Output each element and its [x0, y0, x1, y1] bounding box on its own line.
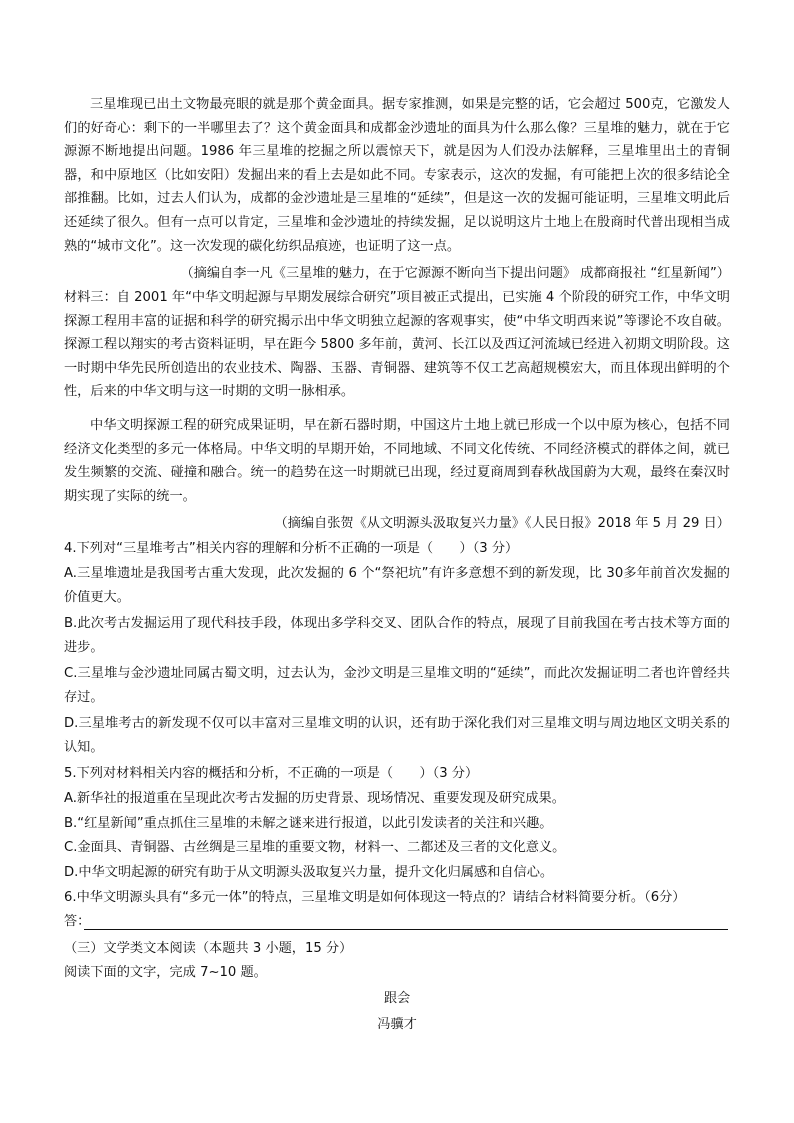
- passage-paragraph: 三星堆现已出土文物最亮眼的就是那个黄金面具。据专家推测，如果是完整的话，它会超过 500克，它激发人们的好奇心：剩下的一半哪里去了？这个黄金面具和成都金沙遗址的面具为什么那么像？三星堆的魅力，就在于它源源不断地提出问题。1986 年三星堆的挖掘之所以震惊天下，就是因为人们没办法解释，三星堆里出土的青铜器，和中原地区（比如安阳）发掘出来的看上去是如此不同。专家表示，这次的发掘，有可能把上次的很多结论全部推翻。比如，过去人们认为，成都的金沙遗址是三星堆的“延续”，但是这一次的发掘可能证明，三星堆文明此后还延续了很久。但有一点可以肯定，三星堆和金沙遗址的持续发掘，足以说明这片土地上在殷商时代普出现相当成熟的“城市文化”。这一次发现的碳化纺织品痕迹，也证明了这一点。: [64, 97, 730, 254]
- question-4-option-c: C.三星堆与金沙遗址同属古蜀文明，过去认为，金沙文明是三星堆文明的“延续”，而此次发掘证明二者也许曾经共存过。: [64, 666, 730, 705]
- passage-source: （摘编自李一凡《三星堆的魅力，在于它源源不断向当下提出问题》 成都商报社 “红星新闻”）: [180, 266, 730, 281]
- material3-source: （摘编自张贺《从文明源头汲取复兴力量》《人民日报》2018 年 5 月 29 日）: [274, 516, 730, 531]
- section-heading: （三）文学类文本阅读（本题共 3 小题，15 分）: [64, 941, 353, 956]
- question-5-stem: 5.下列对材料相关内容的概括和分析，不正确的一项是（ ）（3 分）: [64, 766, 479, 781]
- question-5-option-b: B.“红星新闻”重点抓住三星堆的未解之谜来进行报道，以此引发读者的关注和兴趣。: [64, 816, 553, 831]
- material3-paragraph: 材料三：自 2001 年“中华文明起源与早期发展综合研究”项目被正式提出，已实施 4 个阶段的研究工作，中华文明探源工程用丰富的证据和科学的研究揭示出中华文明独立起源的客观事实，使“中华文明西来说”等谬论不攻自破。探源工程以翔实的考古资料证明，早在距今 5800 多年前，黄河、长江以及西辽河流域已经进入初期文明阶段。这一时期中华先民所创造出的农业技术、陶器、玉器、青铜器、建筑等不仅工艺高超规模宏大，而且体现出鲜明的个性，后来的中华文明与这一时期的文明一脉相承。: [64, 290, 730, 400]
- question-4-option-a: A.三星堆遗址是我国考古重大发现，此次发掘的 6 个“祭祀坑”有许多意想不到的新发现，比 30多年前首次发掘的价值更大。: [64, 566, 730, 605]
- answer-line[interactable]: [84, 929, 728, 930]
- question-5-option-a: A.新华社的报道重在呈现此次考古发掘的历史背景、现场情况、重要发现及研究成果。: [64, 791, 565, 806]
- question-4-option-b: B.此次考古发掘运用了现代科技手段，体现出多学科交叉、团队合作的特点，展现了目前我国在考古技术等方面的进步。: [64, 616, 730, 655]
- question-5-option-c: C.金面具、青铜器、古丝绸是三星堆的重要文物，材料一、二都述及三者的文化意义。: [64, 840, 566, 855]
- answer-label: 答：: [64, 914, 91, 929]
- story-author: 冯骥才: [377, 1017, 417, 1032]
- question-4-option-d: D.三星堆考古的新发现不仅可以丰富对三星堆文明的认识，还有助于深化我们对三星堆文明与周边地区文明关系的认知。: [64, 716, 730, 755]
- story-title: 跟会: [383, 991, 411, 1006]
- section-instruction: 阅读下面的文字，完成 7~10 题。: [64, 965, 267, 980]
- question-4-stem: 4.下列对“三星堆考古”相关内容的理解和分析不正确的一项是（ ）（3 分）: [64, 541, 519, 556]
- question-6-stem: 6.中华文明源头具有“多元一体”的特点，三星堆文明是如何体现这一特点的？请结合材料简要分析。（6分）: [64, 890, 686, 905]
- question-5-option-d: D.中华文明起源的研究有助于从文明源头汲取复兴力量，提升文化归属感和自信心。: [64, 865, 554, 880]
- material3-paragraph-2: 中华文明探源工程的研究成果证明，早在新石器时期，中国这片土地上就已形成一个以中原为核心，包括不同经济文化类型的多元一体格局。中华文明的早期开始，不同地域、不同文化传统、不同经济模式的群体之间，就已发生频繁的交流、碰撞和融合。统一的趋势在这一时期就已出现，经过夏商周到春秋战国蔚为大观，最终在秦汉时期实现了实际的统一。: [64, 418, 730, 504]
